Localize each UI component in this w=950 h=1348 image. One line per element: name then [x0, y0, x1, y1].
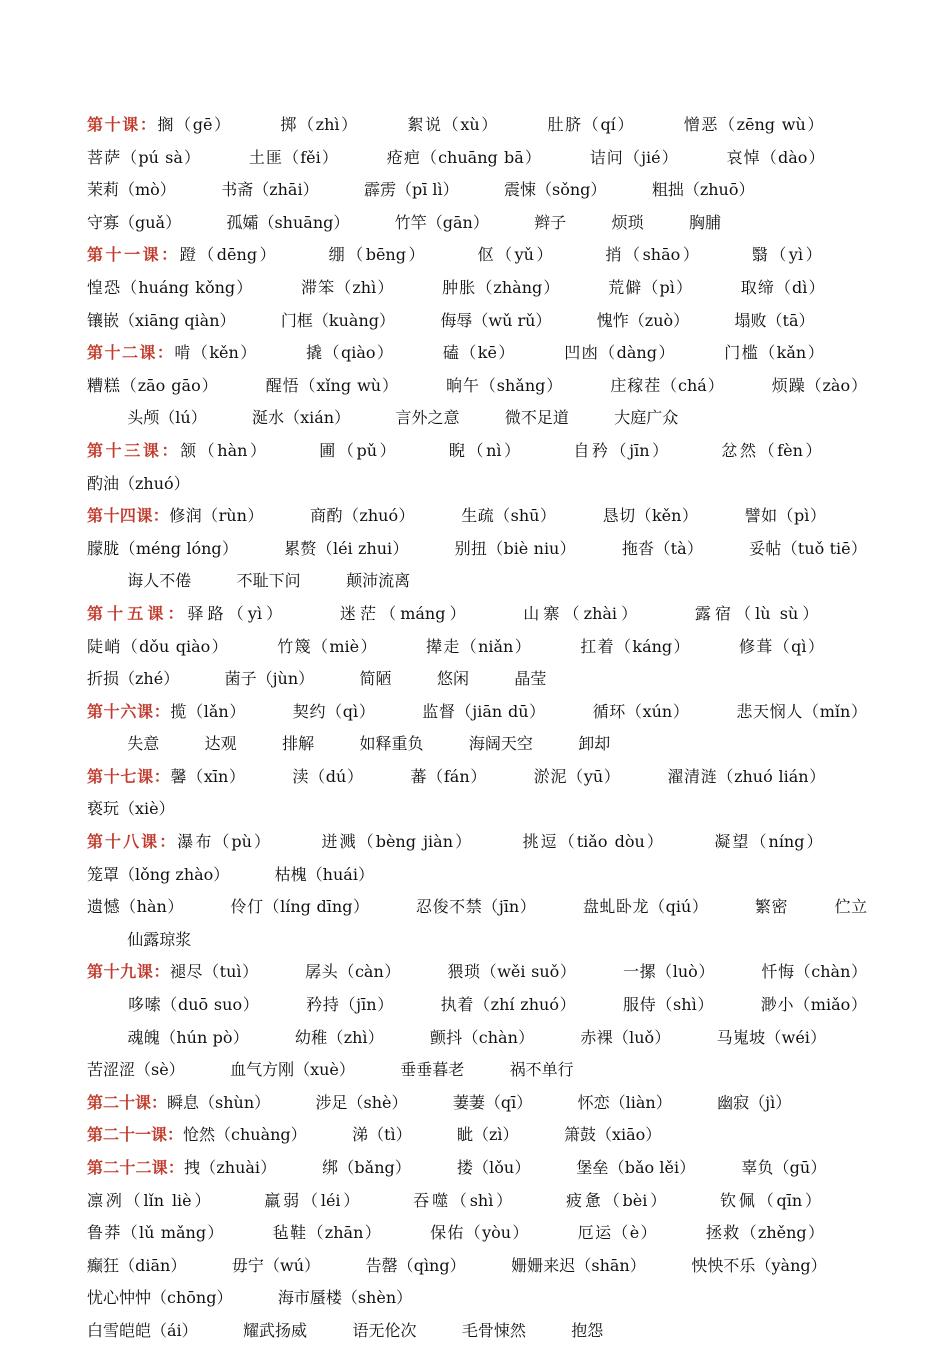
lesson-paragraph: [87, 109, 867, 207]
vocab-item: 简陋: [359, 669, 392, 689]
vocab-item: 颤抖（chàn）: [429, 1027, 535, 1047]
vocab-item: 白雪皑皑（ái）: [87, 1320, 198, 1340]
vocab-item: 镶嵌（xiāng qiàn）: [87, 310, 236, 330]
lesson-paragraph: [87, 1152, 867, 1315]
vocab-item: 颔（hàn）: [180, 440, 269, 460]
lesson-label: 第二十二课：: [87, 1158, 184, 1177]
vocab-item: 惶恐（huáng kǒng）: [87, 277, 254, 297]
vocab-item: 生疏（shū）: [461, 506, 557, 526]
lesson-paragraph: [87, 826, 867, 891]
vocab-item: 哀悼（dào）: [726, 147, 826, 167]
vocab-item: 瀑布（pù）: [177, 832, 273, 852]
vocab-item: 烦躁（zào）: [771, 375, 868, 395]
vocab-item: 头颅（lú）: [127, 408, 207, 428]
vocab-item: 凝望（níng）: [714, 832, 825, 852]
vocab-item: 山寨（zhài）: [523, 603, 642, 623]
vocab-item: 圃（pǔ）: [319, 440, 399, 460]
vocab-item: 诘问（jié）: [589, 147, 679, 167]
lesson-label: 第十八课：: [87, 832, 178, 852]
vocab-item: 晌午（shǎng）: [446, 375, 564, 395]
vocab-item: 苦涩涩（sè）: [87, 1060, 185, 1080]
vocab-item: 拖沓（tà）: [621, 538, 704, 558]
vocab-item: 保佑（yòu）: [430, 1223, 530, 1243]
vocab-item: 磕（kē）: [442, 343, 516, 363]
vocab-item: 凛冽（lǐn liè）: [87, 1190, 214, 1210]
lesson-paragraph: [87, 435, 867, 500]
vocab-item: 排解: [282, 734, 315, 754]
vocab-item: 堡垒（bǎo lěi）: [576, 1158, 696, 1177]
lesson-label: 第十三课：: [87, 440, 181, 460]
lesson-label: 第二十课：: [87, 1092, 168, 1112]
vocab-item: 忧心忡忡（chōng）: [87, 1288, 233, 1308]
lesson-label: 第十一课：: [87, 245, 180, 265]
vocab-item: 盘虬卧龙（qiú）: [582, 897, 709, 917]
lesson-label: 第十七课：: [87, 766, 171, 786]
vocab-item: 辜负（gū）: [741, 1158, 827, 1177]
vocab-item: 商酌（zhuó）: [310, 506, 415, 526]
vocab-item: 驿路（yì）: [187, 603, 287, 623]
vocab-item: 掷（zhì）: [280, 115, 359, 134]
vocab-item: 不耻下问: [236, 571, 301, 591]
vocab-item: 耀武扬威: [243, 1320, 308, 1340]
vocab-item: 露宿（lù sù）: [694, 603, 823, 623]
lesson-paragraph: [87, 207, 867, 240]
vocab-item: 伫立: [834, 897, 868, 917]
vocab-item: 陡峭（dǒu qiào）: [87, 636, 230, 656]
vocab-item: 譬如（pì）: [744, 506, 827, 526]
vocab-item: 毋宁（wú）: [231, 1255, 321, 1275]
vocab-item: 血气方刚（xuè）: [230, 1060, 355, 1080]
vocab-item: 渺小（miǎo）: [760, 995, 867, 1015]
vocab-item: 褪尽（tuì）: [169, 962, 259, 982]
vocab-item: 拯救（zhěng）: [705, 1223, 826, 1243]
lesson-paragraph: [87, 239, 867, 337]
vocab-item: 伶仃（líng dīng）: [230, 897, 370, 917]
vocab-item: 箫鼓（xiāo）: [563, 1125, 662, 1145]
vocab-item: 睨（nì）: [448, 440, 523, 460]
vocab-item: 服侍（shì）: [623, 995, 715, 1015]
vocab-item: 晶莹: [514, 669, 547, 689]
vocab-item: 别扭（biè niu）: [454, 538, 576, 558]
vocab-item: 绷（bēng）: [328, 245, 428, 265]
vocab-item: 糟糕（zāo gāo）: [87, 375, 219, 395]
vocab-item: 醒悟（xǐng wù）: [265, 375, 399, 395]
vocab-item: 循环（xún）: [592, 701, 690, 721]
vocab-item: 怏怏不乐（yàng）: [691, 1255, 827, 1275]
vocab-item: 震悚（sǒng）: [504, 180, 607, 200]
vocab-item: 一摞（luò）: [623, 962, 715, 982]
vocab-item: 忿然（fèn）: [721, 440, 825, 460]
vocab-item: 诲人不倦: [127, 571, 192, 591]
vocab-item: 怆然（chuàng）: [183, 1125, 307, 1145]
vocab-item: 渎（dú）: [292, 766, 364, 786]
vocab-item: 濯清涟（zhuó lián）: [667, 766, 826, 786]
vocab-item: 孱头（càn）: [305, 962, 401, 982]
vocab-item: 遗憾（hàn）: [87, 897, 184, 917]
vocab-item: 塌败（tā）: [734, 310, 815, 330]
vocab-item: 癫狂（diān）: [87, 1255, 187, 1275]
vocab-item: 馨（xīn）: [170, 766, 246, 786]
vocab-item: 鲁莽（lǔ mǎng）: [87, 1223, 225, 1243]
vocab-item: 啃（kěn）: [174, 343, 258, 363]
vocab-item: 海阔天空: [468, 734, 533, 754]
vocab-item: 妥帖（tuǒ tiē）: [749, 538, 867, 558]
vocab-item: 胸脯: [689, 212, 722, 232]
vocab-item: 肚脐（qí）: [547, 115, 636, 134]
vocabulary-list: [87, 109, 867, 1348]
vocab-item: 幼稚（zhì）: [294, 1027, 385, 1047]
vocab-item: 庄稼茬（chá）: [610, 375, 725, 395]
vocab-item: 海市蜃楼（shèn）: [277, 1288, 413, 1308]
lesson-label: 第十六课：: [87, 701, 171, 721]
vocab-item: 钦佩（qīn）: [720, 1190, 824, 1210]
vocab-item: 猥琐（wěi suǒ）: [447, 962, 577, 982]
lesson-paragraph: [87, 956, 867, 1086]
vocab-item: 笼罩（lǒng zhào）: [87, 864, 230, 884]
vocab-item: 粗拙（zhuō）: [651, 180, 755, 200]
vocab-item: 言外之意: [395, 408, 460, 428]
lesson-paragraph: [87, 1119, 867, 1152]
vocab-item: 蹬（dēng）: [179, 245, 279, 265]
vocab-item: 疲惫（bèi）: [566, 1190, 670, 1210]
vocab-item: 契约（qì）: [292, 701, 376, 721]
vocab-item: 淤泥（yū）: [533, 766, 621, 786]
vocab-item: 卸却: [578, 734, 611, 754]
vocab-item: 撬（qiào）: [306, 343, 395, 363]
vocab-item: 荒僻（pì）: [608, 277, 694, 297]
vocab-item: 忍俊不禁（jīn）: [416, 897, 537, 917]
lesson-paragraph: [87, 500, 867, 598]
vocab-item: 怀恋（liàn）: [577, 1092, 672, 1112]
vocab-item: 迸溅（bèng jiàn）: [321, 832, 474, 852]
vocab-item: 竹篾（miè）: [277, 636, 378, 656]
vocab-item: 搁（gē）: [157, 115, 232, 134]
vocab-item: 赤裸（luǒ）: [580, 1027, 671, 1047]
vocab-item: 瞬息（shùn）: [167, 1092, 271, 1112]
vocab-item: 门框（kuàng）: [280, 310, 395, 330]
vocab-item: 疮疤（chuāng bā）: [386, 147, 543, 167]
vocab-item: 羸弱（léi）: [264, 1190, 363, 1210]
vocab-item: 繁密: [754, 897, 789, 917]
vocab-item: 毡鞋（zhān）: [272, 1223, 383, 1243]
vocab-item: 悠闲: [436, 669, 469, 689]
vocab-item: 酌油（zhuó）: [87, 473, 190, 493]
vocab-item: 涉足（shè）: [315, 1092, 408, 1112]
vocab-item: 霹雳（pī lì）: [363, 180, 459, 200]
vocab-item: 絮说（xù）: [407, 115, 499, 134]
vocab-item: 悲天悯人（mǐn）: [736, 701, 867, 721]
vocab-item: 颠沛流离: [346, 571, 411, 591]
vocab-item: 枯槐（huái）: [274, 864, 374, 884]
vocab-item: 自矜（jīn）: [573, 440, 671, 460]
vocab-item: 达观: [204, 734, 237, 754]
vocab-item: 姗姗来迟（shān）: [511, 1255, 646, 1275]
vocab-item: 凹凼（dàng）: [564, 343, 676, 363]
vocab-item: 伛（yǔ）: [477, 245, 556, 265]
vocab-item: 亵玩（xiè）: [87, 799, 175, 819]
vocab-item: 守寡（guǎ）: [87, 212, 182, 232]
vocab-item: 书斋（zhāi）: [221, 180, 319, 200]
vocab-item: 告罄（qìng）: [365, 1255, 466, 1275]
vocab-item: 蕃（fán）: [410, 766, 488, 786]
vocab-item: 茉莉（mò）: [87, 180, 176, 200]
vocab-item: 竹竿（gān）: [394, 212, 489, 232]
vocab-item: 马嵬坡（wéi）: [716, 1027, 827, 1047]
vocab-item: 菌子（jùn）: [224, 669, 315, 689]
vocab-item: 累赘（léi zhui）: [284, 538, 409, 558]
vocab-item: 土匪（fěi）: [248, 147, 340, 167]
vocab-item: 菩萨（pú sà）: [87, 147, 202, 167]
lesson-paragraph: [87, 696, 867, 761]
vocab-item: 仙露琼浆: [127, 929, 192, 949]
vocab-item: 如释重负: [359, 734, 424, 754]
vocab-item: 折损（zhé）: [87, 669, 180, 689]
vocab-item: 语无伦次: [352, 1320, 417, 1340]
vocab-item: 撵走（niǎn）: [425, 636, 533, 656]
vocab-item: 失意: [127, 734, 160, 754]
lesson-paragraph: [87, 1315, 867, 1348]
vocab-item: 搂（lǒu）: [456, 1158, 531, 1177]
vocab-item: 取缔（dì）: [740, 277, 826, 297]
vocab-item: 抱怨: [571, 1320, 604, 1340]
lesson-label: 第十课：: [87, 115, 158, 134]
vocab-item: 吞噬（shì）: [413, 1190, 516, 1210]
vocab-item: 哆嗦（duō suo）: [127, 995, 260, 1015]
vocab-item: 朦胧（méng lóng）: [87, 538, 239, 558]
vocab-item: 大庭广众: [614, 408, 679, 428]
vocab-item: 滞笨（zhì）: [301, 277, 395, 297]
vocab-item: 绑（bǎng）: [322, 1158, 412, 1177]
vocab-item: 烦琐: [611, 212, 644, 232]
lesson-label: 第十四课：: [87, 506, 170, 526]
vocab-item: 扛着（káng）: [580, 636, 691, 656]
vocab-item: 监督（jiān dū）: [422, 701, 546, 721]
vocab-item: 忏悔（chàn）: [761, 962, 867, 982]
vocab-item: 修葺（qì）: [739, 636, 826, 656]
vocab-item: 垂垂暮老: [400, 1060, 465, 1080]
vocab-item: 门槛（kǎn）: [724, 343, 826, 363]
lesson-paragraph: [87, 891, 867, 956]
lesson-paragraph: [87, 337, 867, 435]
vocab-item: 愧怍（zuò）: [596, 310, 690, 330]
vocab-item: 拽（zhuài）: [184, 1158, 277, 1177]
vocab-item: 执着（zhí zhuó）: [440, 995, 577, 1015]
vocab-item: 捎（shāo）: [605, 245, 702, 265]
vocab-item: 修润（rùn）: [169, 506, 264, 526]
vocab-item: 揽（lǎn）: [170, 701, 247, 721]
lesson-paragraph: [87, 598, 867, 696]
vocab-item: 幽寂（jì）: [717, 1092, 792, 1112]
vocab-item: 眦（zì）: [457, 1125, 519, 1145]
vocab-item: 魂魄（hún pò）: [127, 1027, 249, 1047]
lesson-label: 第十五课：: [87, 603, 188, 623]
vocab-item: 恳切（kěn）: [602, 506, 699, 526]
lesson-label: 第十二课：: [87, 343, 175, 363]
vocab-item: 涎水（xián）: [252, 408, 351, 428]
vocab-item: 矜持（jīn）: [306, 995, 394, 1015]
vocab-item: 涕（tì）: [352, 1125, 412, 1145]
vocab-item: 厄运（è）: [577, 1223, 658, 1243]
vocab-item: 微不足道: [504, 408, 569, 428]
vocab-item: 侮辱（wǔ rǔ）: [440, 310, 552, 330]
vocab-item: 肿胀（zhàng）: [442, 277, 561, 297]
lesson-paragraph: [87, 1087, 867, 1120]
vocab-item: 萋萋（qī）: [452, 1092, 533, 1112]
vocab-item: 迷茫（máng）: [339, 603, 470, 623]
vocab-item: 祸不单行: [509, 1060, 574, 1080]
lesson-label: 第十九课：: [87, 962, 170, 982]
vocab-item: 辫子: [534, 212, 567, 232]
lesson-paragraph: [87, 761, 867, 826]
vocab-item: 挑逗（tiǎo dòu）: [522, 832, 665, 852]
vocab-item: 憎恶（zēng wù）: [683, 115, 826, 134]
vocab-item: 孤孀（shuāng）: [226, 212, 350, 232]
vocab-item: 毛骨悚然: [461, 1320, 526, 1340]
vocab-item: 翳（yì）: [751, 245, 825, 265]
lesson-label: 第二十一课：: [87, 1125, 184, 1145]
